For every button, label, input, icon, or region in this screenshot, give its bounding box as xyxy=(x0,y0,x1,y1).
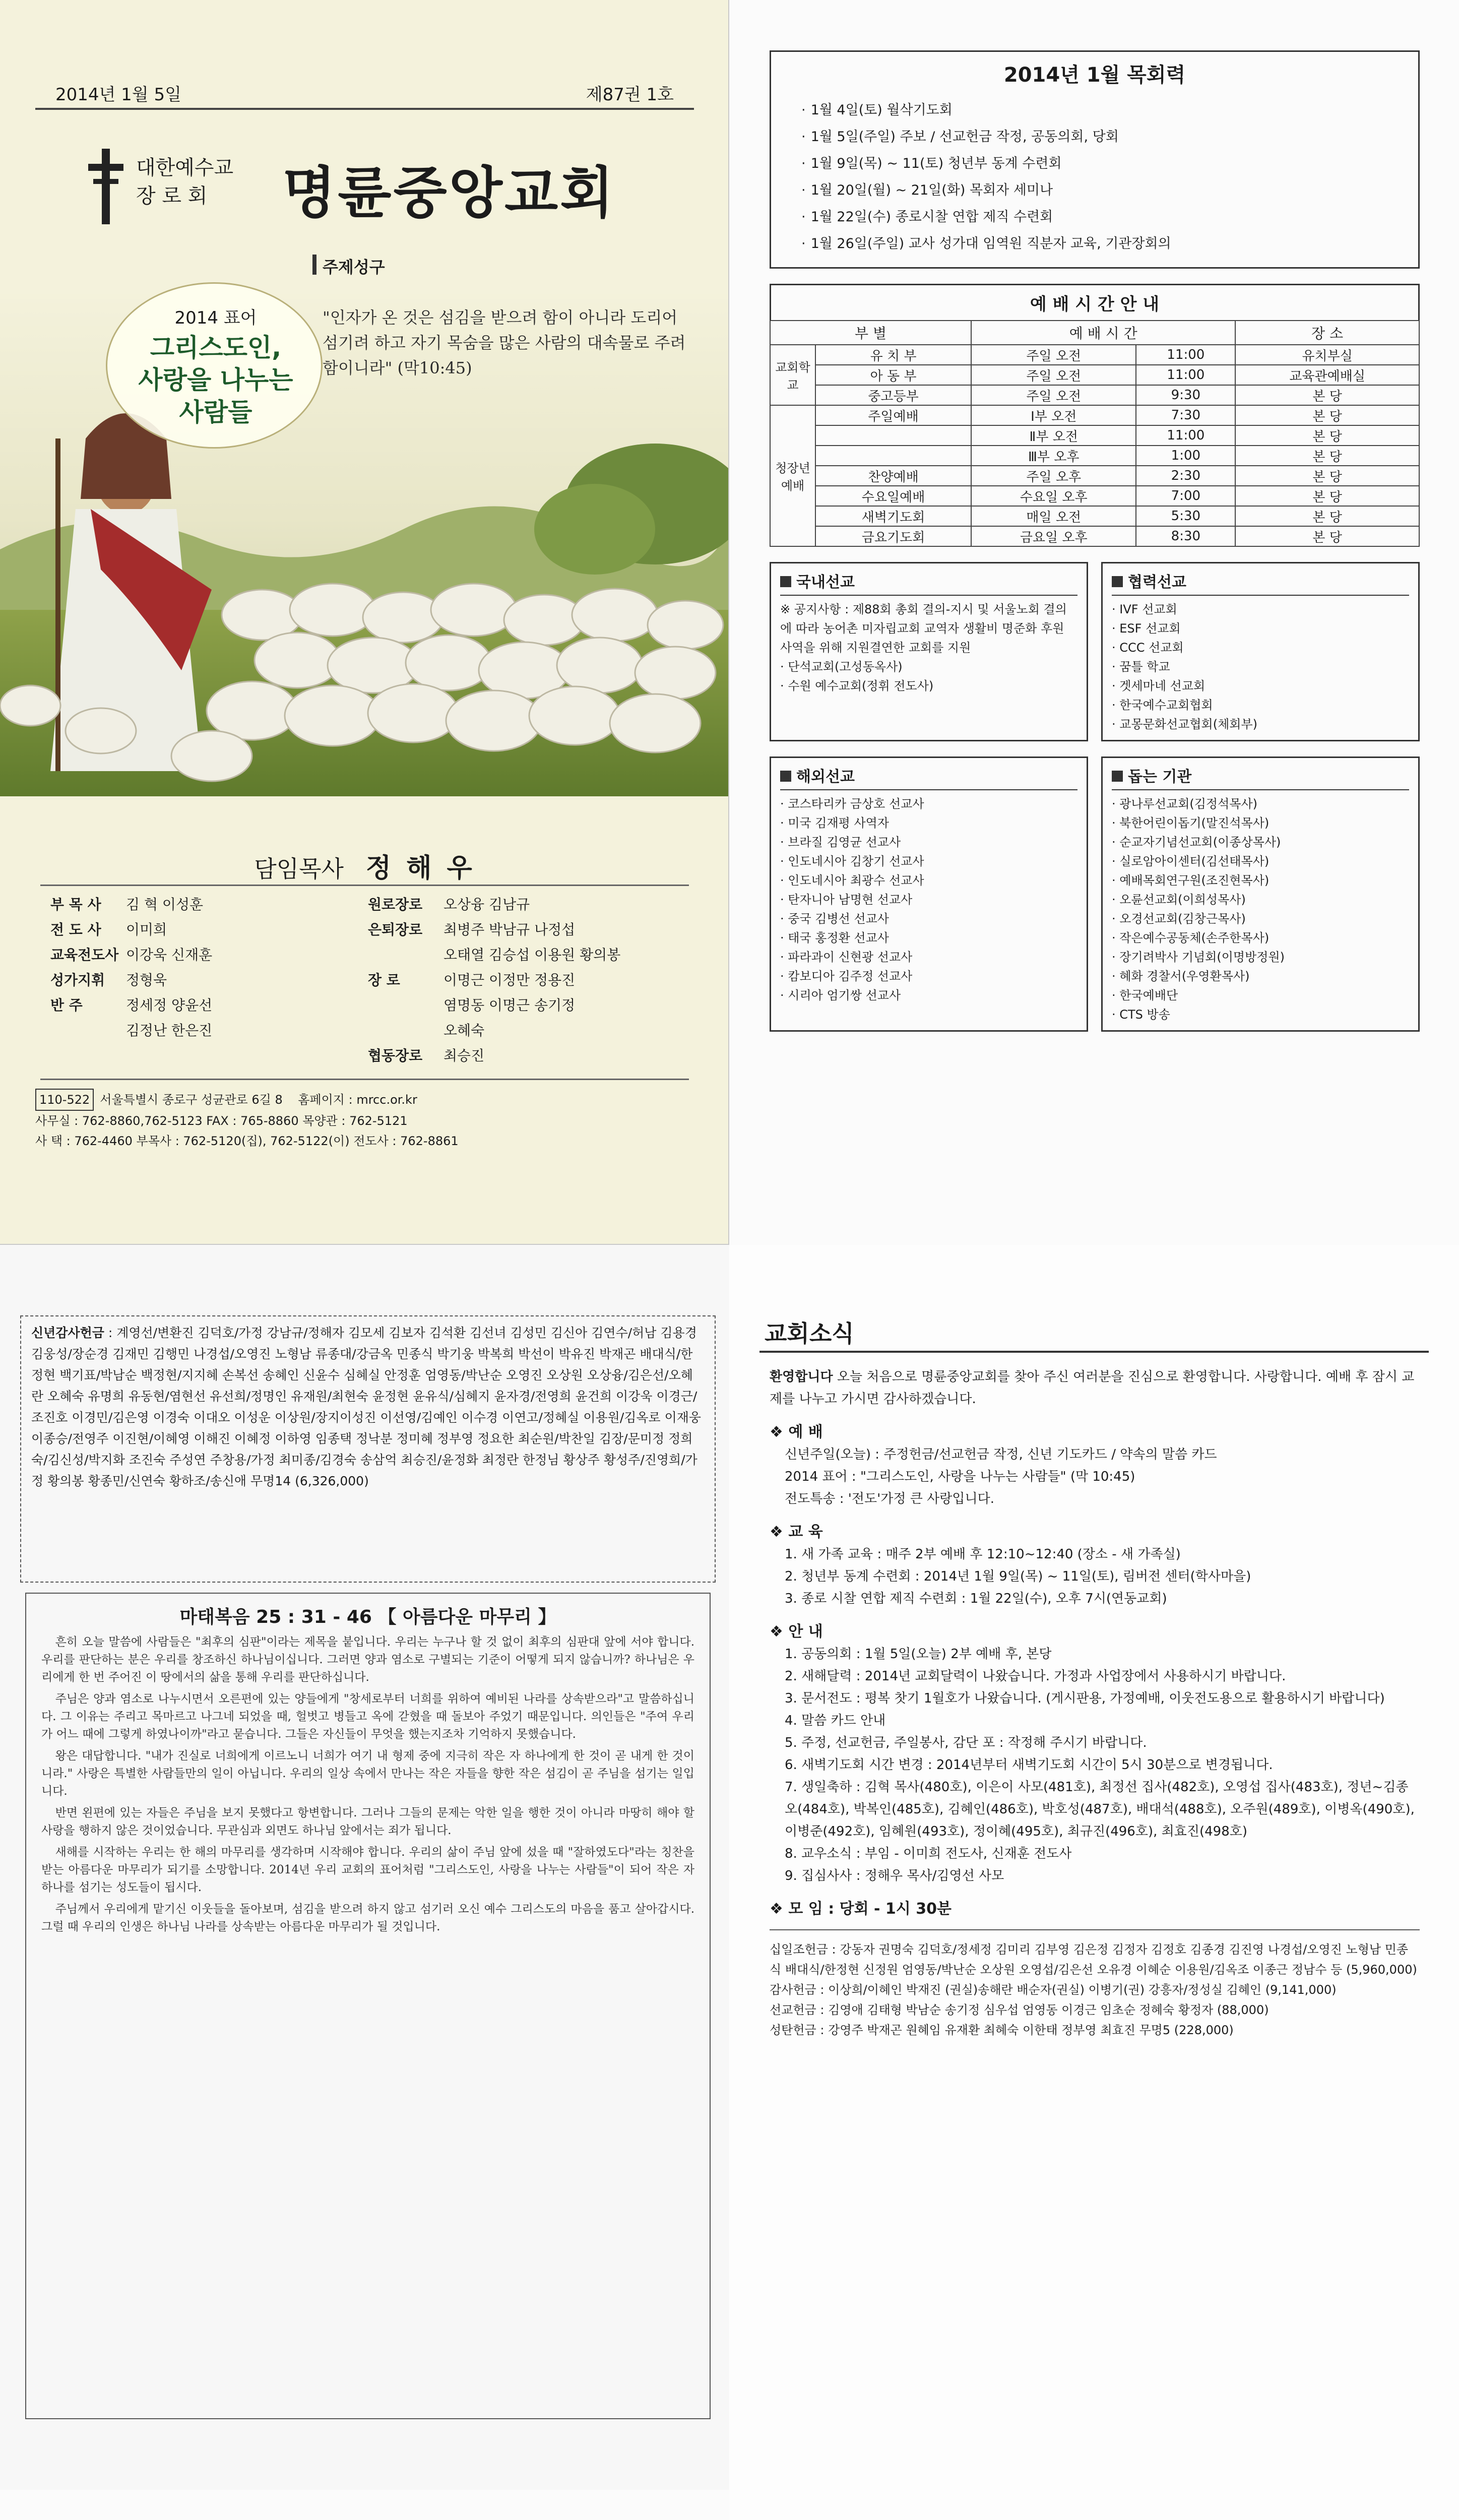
department: 새벽기도회 xyxy=(815,506,971,526)
meeting-heading: ❖ 모 임 : 당회 - 1시 30분 xyxy=(770,1900,951,1918)
sermon-body xyxy=(41,1633,694,1936)
ministry-calendar-title: 2014년 1월 목회력 xyxy=(1003,64,1186,87)
staff-title xyxy=(50,1018,126,1043)
theme-label: 주제성구 xyxy=(323,258,385,277)
mission-title-text: 해외선교 xyxy=(796,768,855,786)
pastor-name: 정 해 우 xyxy=(365,853,475,884)
address: 서울특별시 종로구 성균관로 6길 8 xyxy=(100,1093,283,1107)
staff-col xyxy=(50,942,368,968)
mission-item: · 작은예수공동체(손주한목사) xyxy=(1112,928,1409,948)
motto-text xyxy=(107,332,324,428)
news-item: 1. 새 가족 교육 : 매주 2부 예배 후 12:10~12:40 (장소 - 새 가족실) xyxy=(785,1547,1181,1562)
staff-names: 김 혁 이성훈 xyxy=(126,896,204,913)
staff-col xyxy=(50,993,368,1018)
mission-list xyxy=(1112,600,1409,734)
staff-col xyxy=(368,917,685,942)
news-item: 감사헌금 : 이상희/이혜인 박재진 (권실)송해란 배순자(권실) 이병기(권) 강흥자/정성실 김혜인 (9,141,000) xyxy=(770,1983,1337,1997)
mission-item: · 오경선교회(김창근목사) xyxy=(1112,909,1409,928)
staff-names: 염명동 이명근 송기정 xyxy=(443,997,576,1014)
mission-box xyxy=(770,562,1088,741)
staff-col xyxy=(368,1043,685,1068)
staff-names: 최병주 박남규 나정섭 xyxy=(443,921,576,938)
education-notices xyxy=(770,1543,1420,1610)
thanksgiving-offering-list: 신년감사헌금 : 계영선/변환진 김덕호/가정 강남규/정해자 김모세 김보자 김석환 김선녀 김성민 김신아 김연수/허남 김용경 김웅성/장순경 김재민 김행민 나경섭/오영진 노형남 류종대/강금옥 민종식 박기웅 박복희 박선이 박유진 박재곤 배대식/한정현 백기표/박남순 백정현/지지혜 손복선 송혜인 신윤수 심혜실 안정훈 엄영동/박난순 오영진 오상원 오상융/김은선/오혜란 오혜숙 유명희 유동현/염현선 유선희/정명인 유재원/최현숙 윤정현 윤유식/심혜지 윤자경/전영희 윤건희 이강욱 이경근/조진호 이경민/김은영 이경숙 이대오 이성운 이상원/장지이성진 이선영/김예인 이수경 이연고/정혜실 이용원/김옥로 이재웅 이종승/전영주 이진현/이혜영 이해진 이혜정 이하영 임종택 정낙분 정미혜 정부영 정요한 최순원/박찬일 김장/문미정 정희숙/김신성/박지화 조진숙 주성연 주창용/가정 최미종/김경숙 송삼억 최승진/윤정화 최정란 한정님 황상주 황성주/진영희/가정 황의봉 황종민/신연숙 황하조/송신애 무명14 (6,326,000) xyxy=(20,1315,716,1583)
welcome-heading: 환영합니다 xyxy=(770,1369,833,1384)
service-place: 교육관예배실 xyxy=(1235,365,1419,385)
issue-number: 제87권 1호 xyxy=(586,85,674,105)
staff-title: 전 도 사 xyxy=(50,921,101,938)
square-bullet-icon xyxy=(1112,771,1123,782)
service-place: 본 당 xyxy=(1235,466,1419,486)
staff-title: 장 로 xyxy=(368,972,400,988)
news-item: 6. 새벽기도회 시간 변경 : 2014년부터 새벽기도회 시간이 5시 30분으로 변경됩니다. xyxy=(785,1757,1273,1773)
staff-title xyxy=(368,993,443,1018)
mission-box xyxy=(770,757,1088,1032)
mission-item: · 미국 김재평 사역자 xyxy=(780,813,1077,833)
staff-rule-bottom xyxy=(40,1079,689,1080)
mission-item: · 꿈틀 학교 xyxy=(1112,657,1409,676)
news-item: 3. 문서전도 : 평복 찻기 1월호가 나왔습니다. (게시판용, 가정예배, 이웃전도용으로 활용하시기 바랍니다) xyxy=(785,1691,1385,1706)
mission-item: · 겟세마네 선교회 xyxy=(1112,676,1409,696)
sermon-paragraph: 새해를 시작하는 우리는 한 해의 마무리를 생각하며 시작해야 합니다. 우리의 삶이 주님 앞에 섰을 때 "잘하였도다"라는 칭찬을 받는 아름다운 마무리가 되기를 소망합니다. 2014년 우리 교회의 표어처럼 "그리스도인, 사랑을 나누는 사람들"이 되어 작은 자 하나를 섬기는 성도들이 됩시다. xyxy=(41,1846,694,1894)
department: 아 동 부 xyxy=(815,365,971,385)
table-row xyxy=(770,405,1419,425)
table-row xyxy=(770,486,1419,506)
staff-names xyxy=(126,1043,368,1068)
staff-row xyxy=(50,993,685,1018)
schedule-block xyxy=(770,50,1420,1032)
welcome-text: 오늘 처음으로 명륜중앙교회를 찾아 주신 여러분을 진심으로 환영합니다. 사랑합니다. 예배 후 잠시 교제를 나누고 가시면 감사하겠습니다. xyxy=(770,1369,1415,1407)
worship-times-table xyxy=(770,320,1420,547)
service-day: 금요일 오후 xyxy=(971,526,1136,546)
mission-note: ※ 공지사항 : 제88회 총회 결의-지시 및 서울노회 결의에 따라 농어촌 미자립교회 교역자 생활비 명준화 후원 사역을 위해 지원결연한 교회를 지원 xyxy=(780,602,1067,655)
mission-item: · 브라질 김영균 선교사 xyxy=(780,833,1077,852)
ministry-calendar xyxy=(770,50,1420,269)
mission-box xyxy=(1101,562,1420,741)
staff-title: 은퇴장로 xyxy=(368,921,423,938)
motto-line-1: 그리스도인, xyxy=(150,333,282,362)
service-time: 11:00 xyxy=(1136,365,1235,385)
staff-col xyxy=(50,917,368,942)
staff-col xyxy=(368,892,685,917)
service-day: 매일 오전 xyxy=(971,506,1136,526)
staff-names: 김정난 한은진 xyxy=(126,1022,213,1039)
news-item: 선교헌금 : 김영애 김태형 박남순 송기정 심우섭 엄영동 이경근 임초순 정혜숙 황정자 (88,000) xyxy=(770,2003,1269,2017)
table-row xyxy=(770,425,1419,446)
staff-names: 이미희 xyxy=(126,921,167,938)
staff-names: 이강욱 신재훈 xyxy=(126,947,213,963)
staff-names: 정세정 양윤선 xyxy=(126,997,213,1014)
staff-row xyxy=(50,968,685,993)
residence-phone: 사 택 : 762-4460 부목사 : 762-5120(집), 762-5122(이) 전도사 : 762-8861 xyxy=(35,1134,459,1148)
staff-col xyxy=(368,942,685,968)
offering-records xyxy=(770,1939,1420,2040)
theme-verse: "인자가 온 것은 섬김을 받으려 함이 아니라 도리어 섬기려 하고 자기 목숨을 많은 사람의 대속물로 주려 함이니라" (막10:45) xyxy=(323,308,686,377)
news-item: 5. 주정, 선교헌금, 주일봉사, 감단 포 : 작정해 주시기 바랍니다. xyxy=(785,1735,1147,1750)
mission-item: · 코스타리카 금상호 선교사 xyxy=(780,794,1077,813)
service-order-page xyxy=(0,2490,729,2520)
mission-item: · 인도네시아 김창기 선교사 xyxy=(780,852,1077,871)
staff-col xyxy=(368,1018,685,1043)
mission-row xyxy=(770,562,1420,741)
motto-line-3: 사람들 xyxy=(179,398,252,427)
service-time: 11:00 xyxy=(1136,345,1235,365)
mission-item: · CCC 선교회 xyxy=(1112,638,1409,657)
staff-title: 성가지휘 xyxy=(50,972,105,988)
department: 유 치 부 xyxy=(815,345,971,365)
mission-box-title xyxy=(780,764,1077,790)
service-place: 본 당 xyxy=(1235,446,1419,466)
staff-title: 부 목 사 xyxy=(50,896,101,913)
offering-names: 계영선/변환진 김덕호/가정 강남규/정해자 김모세 김보자 김석환 김선녀 김성민 김신아 김연수/허남 김용경 김웅성/장순경 김재민 김행민 나경섭/오영진 노형남 류종대/강금옥 민종식 박기웅 박복희 박선이 박유진 박재곤 배대식/한정현 백기표/박남순 백정현/지지혜 손복선 송혜인 신윤수 심혜실 안정훈 엄영동/박난순 오영진 오상원 오상융/김은선/오혜란 오혜숙 유명희 유동현/염현선 유선희/정명인 유재원/최현숙 윤정현 윤유식/심혜지 윤자경/전영희 윤건희 이강욱 이경근/조진호 이경민/김은영 이경숙 이대오 이성운 이상원/장지이성진 이선영/김예인 이수경 이연고/정혜실 이용원/김옥로 이재웅 이종승/전영주 이진현/이혜영 이해진 이혜정 이하영 임종택 정낙분 정미혜 정부영 정요한 최순원/박찬일 김장/문미정 정희숙/김신성/박지화 조진숙 주성연 주창용/가정 최미종/김경숙 송삼억 최승진/윤정화 최정란 한정님 황상주 황성주/진영희/가정 황의봉 황종민/신연숙 황하조/송신애 무명14 (6,326,000) xyxy=(31,1326,702,1488)
church-news-page xyxy=(729,1245,1459,2490)
staff-names: 오혜숙 xyxy=(443,1022,485,1039)
staff-title xyxy=(368,1018,443,1043)
mission-item: · 인도네시아 최광수 선교사 xyxy=(780,871,1077,890)
service-place: 본 당 xyxy=(1235,486,1419,506)
schedule-page-copy xyxy=(729,2490,1459,2520)
service-time: 5:30 xyxy=(1136,506,1235,526)
service-place: 본 당 xyxy=(1235,425,1419,446)
motto-badge xyxy=(106,282,323,449)
mission-item: · 시리아 엄기쌍 선교사 xyxy=(780,986,1077,1005)
mission-item: · 캄보디아 김주정 선교사 xyxy=(780,967,1077,986)
service-time: 1:00 xyxy=(1136,446,1235,466)
mission-item: · 광나루선교회(김정석목사) xyxy=(1112,794,1409,813)
service-place: 본 당 xyxy=(1235,405,1419,425)
column-header: 장 소 xyxy=(1235,321,1419,345)
table-row xyxy=(770,345,1419,365)
theme-marker xyxy=(312,255,316,275)
staff-names: 오태열 김승섭 이용원 황의봉 xyxy=(443,947,621,963)
service-place: 유치부실 xyxy=(1235,345,1419,365)
service-time: 8:30 xyxy=(1136,526,1235,546)
staff-title xyxy=(50,1043,126,1068)
sermon-paragraph: 흔히 오늘 말씀에 사람들은 "최후의 심판"이라는 제목을 붙입니다. 우리는 누구나 할 것 없이 최후의 심판대 앞에 서야 합니다. 우리를 판단하는 분은 우리를 창조하신 하나님이십니다. 그러면 양과 염소로 구별되는 기준이 어떻게 되지 않습니까? 하나님은 우리에게 한 번 주어진 이 땅에서의 삶을 통해 우리를 판단하십니다. xyxy=(41,1635,694,1684)
mission-item: · 북한어린이돕기(말진석목사) xyxy=(1112,813,1409,833)
denomination-line-2: 장 로 회 xyxy=(136,184,208,208)
mission-item: · 순교자기념선교회(이종상목사) xyxy=(1112,833,1409,852)
calendar-event: · 1월 4일(토) 월삭기도회 xyxy=(786,97,1403,123)
news-body xyxy=(770,1366,1420,2040)
service-day: 주일 오전 xyxy=(971,385,1136,405)
service-day: 수요일 오후 xyxy=(971,486,1136,506)
staff-title: 원로장로 xyxy=(368,896,423,913)
service-place: 본 당 xyxy=(1235,526,1419,546)
service-place: 본 당 xyxy=(1235,385,1419,405)
service-time: 7:00 xyxy=(1136,486,1235,506)
mission-item: · IVF 선교회 xyxy=(1112,600,1409,619)
department: 주일예배 xyxy=(815,405,971,425)
staff-names: 이명근 이정만 정용진 xyxy=(443,972,576,988)
staff-row xyxy=(50,892,685,917)
department: 금요기도회 xyxy=(815,526,971,546)
news-title: 교회소식 xyxy=(765,1320,854,1347)
service-day: Ⅲ부 오후 xyxy=(971,446,1136,466)
staff-row xyxy=(50,1043,685,1068)
staff-title: 협동장로 xyxy=(368,1047,423,1064)
table-row xyxy=(770,365,1419,385)
department: 찬양예배 xyxy=(815,466,971,486)
service-place: 본 당 xyxy=(1235,506,1419,526)
staff-col xyxy=(50,892,368,917)
staff-row xyxy=(50,917,685,942)
mission-title-text: 돕는 기관 xyxy=(1128,768,1192,786)
postal-code: 110-522 xyxy=(35,1089,94,1111)
news-item: 4. 말씀 카드 안내 xyxy=(785,1713,886,1728)
staff-names: 최승진 xyxy=(443,1047,485,1064)
senior-pastor xyxy=(0,847,729,885)
group-name: 교회학교 xyxy=(770,345,815,405)
worship-notices xyxy=(770,1443,1420,1510)
education-heading: ❖ 교 육 xyxy=(770,1523,823,1541)
staff-title: 교육전도사 xyxy=(50,947,119,963)
mission-item: · 탄자니아 남명현 선교사 xyxy=(780,890,1077,909)
column-header: 부 별 xyxy=(770,321,971,345)
mission-item: · 장기려박사 기념회(이명방정원) xyxy=(1112,948,1409,967)
mission-item: · 교몽문화선교협회(체회부) xyxy=(1112,715,1409,734)
sermon-paragraph: 주님께서 우리에게 맡기신 이웃들을 돌아보며, 섬김을 받으려 하지 않고 섬기러 오신 예수 그리스도의 마음을 품고 살아갑시다. 그럴 때 우리의 인생은 하나님 나라를 상속받는 아름다운 마무리가 될 것입니다. xyxy=(41,1903,694,1933)
mission-title-text: 협력선교 xyxy=(1128,574,1186,591)
general-notices xyxy=(770,1643,1420,1887)
sermon-summary xyxy=(25,1593,711,2419)
news-item: 8. 교우소식 : 부임 - 이미희 전도사, 신재훈 전도사 xyxy=(785,1846,1072,1861)
news-item: 1. 공동의회 : 1월 5일(오늘) 2부 예배 후, 본당 xyxy=(785,1647,1052,1662)
worship-times-title: 예 배 시 간 안 내 xyxy=(770,284,1420,320)
department: 수요일예배 xyxy=(815,486,971,506)
table-row xyxy=(770,446,1419,466)
group-name: 청장년예배 xyxy=(770,405,815,546)
office-phone: 사무실 : 762-8860,762-5123 FAX : 765-8860 목양관 : 762-5121 xyxy=(35,1114,408,1128)
service-time: 9:30 xyxy=(1136,385,1235,405)
calendar-event: · 1월 26일(주일) 교사 성가대 임역원 직분자 교육, 기관장회의 xyxy=(786,230,1403,257)
sermon-paragraph: 주님은 양과 염소로 나누시면서 오른편에 있는 양들에게 "창세로부터 너희를 위하여 예비된 나라를 상속받으라"고 말씀하십니다. 그 이유는 주리고 목마르고 나그네 되었을 때, 헐벗고 병들고 옥에 갇혔을 때 돌보아 주었기 때문입니다. 의인들은 "주여 우리가 어느 때에 그렇게 하였나이까"라고 묻습니다. 그들은 자신들이 무엇을 했는지조차 기억하지 못했습니다. xyxy=(41,1692,694,1741)
news-item: 2. 청년부 동계 수련회 : 2014년 1월 9일(목) ~ 11일(토), 림버전 센터(학사마을) xyxy=(785,1569,1251,1584)
mission-item: · 오륜선교회(이희성목사) xyxy=(1112,890,1409,909)
mission-list xyxy=(780,657,1077,696)
staff-col xyxy=(368,968,685,993)
staff-directory xyxy=(50,892,685,1068)
table-row xyxy=(770,466,1419,486)
cross-logo-icon xyxy=(86,149,126,224)
table-row xyxy=(770,385,1419,405)
denomination-line-1: 대한예수교 xyxy=(136,156,234,179)
news-item: 성탄헌금 : 강영주 박재곤 원혜임 유재환 최혜숙 이한태 정부영 최효진 무명5 (228,000) xyxy=(770,2023,1234,2037)
homepage: 홈페이지 : mrcc.or.kr xyxy=(298,1093,417,1107)
calendar-event: · 1월 5일(주일) 주보 / 선교헌금 작정, 공동의회, 당회 xyxy=(786,123,1403,150)
header-rule xyxy=(35,108,694,110)
motto-year: 2014 표어 xyxy=(174,308,257,328)
column-header: 예 배 시 간 xyxy=(971,321,1235,345)
denomination xyxy=(136,154,233,210)
news-separator xyxy=(770,1929,1420,1930)
mission-item: · 한국예배단 xyxy=(1112,986,1409,1005)
mission-list xyxy=(780,794,1077,1005)
mission-item: · CTS 방송 xyxy=(1112,1005,1409,1024)
staff-title: 반 주 xyxy=(50,997,83,1014)
mission-box-title xyxy=(1112,764,1409,790)
news-item: 9. 집심사사 : 정해우 목사/김영선 사모 xyxy=(785,1868,1004,1883)
news-item: 3. 종로 시찰 연합 제직 수련회 : 1월 22일(수), 오후 7시(연동교회) xyxy=(785,1591,1167,1606)
table-row xyxy=(770,506,1419,526)
church-contact xyxy=(35,1089,695,1151)
staff-col xyxy=(368,993,685,1018)
staff-rule-top xyxy=(40,885,689,886)
news-item: 십일조헌금 : 강동자 권명숙 김덕호/정세정 김미리 김부영 김은정 김정자 김정호 김종경 김진영 나경섭/오영진 노형남 민종식 배대식/한정현 신정원 엄영동/박난순 오상원 오영섭/김은선 오유경 이혜순 이용원/김옥조 이종근 정남수 등 (5,960,000) xyxy=(770,1942,1417,1977)
staff-names: 정형욱 xyxy=(126,972,167,988)
offering-list-title: 신년감사헌금 xyxy=(31,1326,104,1340)
mission-item: · 예배목회연구원(조진현목사) xyxy=(1112,871,1409,890)
staff-title xyxy=(368,942,443,968)
pastor-label: 담임목사 xyxy=(254,855,344,883)
mission-list xyxy=(1112,794,1409,1024)
service-time: 11:00 xyxy=(1136,425,1235,446)
sermon-title: 마태복음 25 : 31 - 46 【 아름다운 마무리 】 xyxy=(179,1607,556,1627)
square-bullet-icon xyxy=(1112,576,1123,587)
staff-names: 오상융 김남규 xyxy=(443,896,530,913)
staff-col xyxy=(50,1018,368,1043)
staff-row xyxy=(50,942,685,968)
sermon-paragraph: 반면 왼편에 있는 자들은 주님을 보지 못했다고 항변합니다. 그러나 그들의 문제는 악한 일을 행한 것이 아니라 마땅히 해야 할 사랑을 행하지 않은 것이었습니다. 무관심과 외면도 하나님 앞에서는 죄가 됩니다. xyxy=(41,1806,694,1837)
bulletin-cover xyxy=(0,0,729,1245)
motto-line-2: 사랑을 나누는 xyxy=(138,365,293,395)
mission-item: · 태국 홍정환 선교사 xyxy=(780,928,1077,948)
church-name: 명륜중앙교회 xyxy=(282,161,616,225)
service-time: 7:30 xyxy=(1136,405,1235,425)
mission-item: · 단석교회(고성동옥사) xyxy=(780,657,1077,676)
mission-item: · 수원 예수교회(정휘 전도사) xyxy=(780,676,1077,696)
schedule-page xyxy=(729,0,1459,1245)
department xyxy=(815,446,971,466)
service-day: Ⅱ부 오전 xyxy=(971,425,1136,446)
news-item: 2. 새해달력 : 2014년 교회달력이 나왔습니다. 가정과 사업장에서 사용하시기 바랍니다. xyxy=(785,1669,1286,1684)
table-row xyxy=(770,526,1419,546)
mission-box-title xyxy=(780,570,1077,596)
mission-box xyxy=(1101,757,1420,1032)
square-bullet-icon xyxy=(780,576,791,587)
service-day: 주일 오전 xyxy=(971,365,1136,385)
staff-col xyxy=(50,1043,368,1068)
mission-box-title xyxy=(1112,570,1409,596)
mission-row xyxy=(770,757,1420,1032)
news-item: 전도특송 : '전도'가정 큰 사랑입니다. xyxy=(785,1491,995,1506)
notice-heading: ❖ 안 내 xyxy=(770,1623,823,1641)
news-item: 신년주일(오늘) : 주정헌금/선교헌금 작정, 신년 기도카드 / 약속의 말씀 카드 xyxy=(785,1447,1217,1462)
table-header-row xyxy=(770,321,1419,345)
department xyxy=(815,425,971,446)
department: 중고등부 xyxy=(815,385,971,405)
staff-row xyxy=(50,1018,685,1043)
staff-col xyxy=(50,968,368,993)
news-item: 7. 생일축하 : 김혁 목사(480호), 이은이 사모(481호), 최정선 집사(482호), 오영섭 집사(483호), 정년~김종오(484호), 박복인(485호), 김혜인(486호), 박호성(487호), 배대석(488호), 오주원(489호), 이병옥(490호), 이병준(492호), 임혜원(493호), 정이혜(495호), 최규진(496호), 최효진(498호) xyxy=(785,1780,1415,1839)
calendar-event: · 1월 9일(목) ~ 11(토) 청년부 동계 수련회 xyxy=(786,150,1403,177)
mission-item: · ESF 선교회 xyxy=(1112,619,1409,638)
mission-item: · 중국 김병선 선교사 xyxy=(780,909,1077,928)
service-day: Ⅰ부 오전 xyxy=(971,405,1136,425)
service-time: 2:30 xyxy=(1136,466,1235,486)
worship-heading: ❖ 예 배 xyxy=(770,1423,823,1441)
square-bullet-icon xyxy=(780,771,791,782)
news-rule xyxy=(759,1351,1429,1353)
service-day: 주일 오후 xyxy=(971,466,1136,486)
calendar-event: · 1월 22일(수) 종로시찰 연합 제직 수련회 xyxy=(786,204,1403,230)
sermon-paragraph: 왕은 대답합니다. "내가 진실로 너희에게 이르노니 너희가 여기 내 형제 중에 지극히 작은 자 하나에게 한 것이 곧 내게 한 것이니라." 사랑은 특별한 사람들만의 일이 아닙니다. 우리의 일상 속에서 만나는 작은 자들을 향한 작은 섬김이 곧 주님을 섬기는 일입니다. xyxy=(41,1749,694,1798)
news-item: 2014 표어 : "그리스도인, 사랑을 나누는 사람들" (막 10:45) xyxy=(785,1469,1135,1484)
mission-item: · 혜화 경찰서(우영환목사) xyxy=(1112,967,1409,986)
mission-item: · 실로암아이센터(김선태목사) xyxy=(1112,852,1409,871)
mission-item: · 파라과이 신현광 선교사 xyxy=(780,948,1077,967)
calendar-event: · 1월 20일(월) ~ 21일(화) 목회자 세미나 xyxy=(786,177,1403,204)
issue-date: 2014년 1월 5일 xyxy=(55,85,181,105)
service-day: 주일 오전 xyxy=(971,345,1136,365)
mission-item: · 한국예수교회협회 xyxy=(1112,696,1409,715)
offering-sermon-page xyxy=(0,1245,729,2490)
mission-title-text: 국내선교 xyxy=(796,574,855,591)
